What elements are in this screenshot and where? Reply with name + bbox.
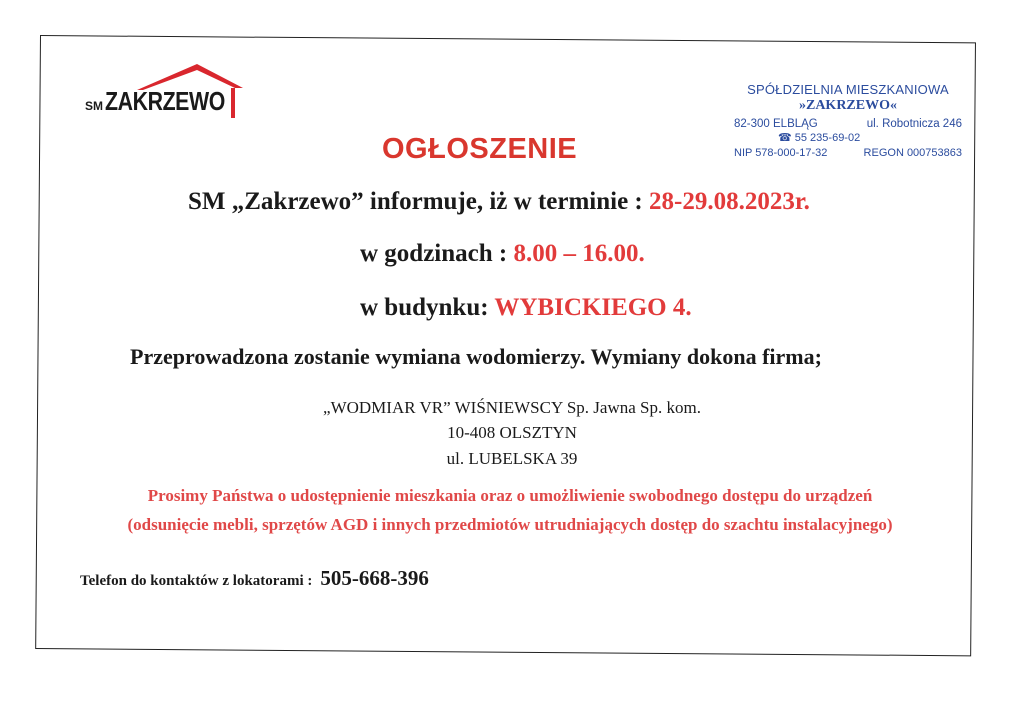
coop-regon: REGON 000753863 [863,147,962,159]
firm-street: ul. LUBELSKA 39 [446,449,578,468]
coop-street: ul. Robotnicza 246 [866,118,962,130]
cooperative-stamp [734,82,962,159]
hours-value: 8.00 – 16.00. [513,240,645,267]
firm-city: 10-408 OLSZTYN [447,423,577,442]
logo-prefix: SM [85,99,103,113]
info-line [188,188,810,216]
info-date: 28-29.08.2023r. [649,188,810,215]
building-label: w budynku: [360,294,495,321]
company-logo [85,62,250,122]
building-line [360,294,692,322]
firm-name: „WODMIAR VR” WIŚNIEWSCY Sp. Jawna Sp. kom. [323,398,701,417]
logo-bar [231,88,235,118]
exchange-line: Przeprowadzona zostanie wymiana wodomierzy. Wymiany dokona firma; [130,344,822,369]
request-line1: Prosimy Państwa o udostępnienie mieszkania oraz o umożliwienie swobodnego dostępu do urządzeń [147,486,873,505]
coop-address [734,118,962,130]
phone-icon: ☎ [778,132,792,144]
coop-phone-row [778,131,962,144]
info-text: SM „Zakrzewo” informuje, iż w terminie : [188,188,649,215]
contact-line [80,566,429,591]
coop-phone: 55 235-69-02 [794,132,861,144]
coop-line2: »ZAKRZEWO« [798,98,897,113]
hours-line [360,240,645,268]
coop-postal: 82-300 ELBLĄG [734,118,818,130]
request-line2: (odsunięcie mebli, sprzętów AGD i innych przedmiotów utrudniających dostęp do szachtu instalacyjnego) [127,515,893,534]
building-value: WYBICKIEGO 4. [494,294,692,321]
coop-nip: NIP 578-000-17-32 [734,147,828,159]
coop-ids [734,147,962,159]
notice-title: OGŁOSZENIE [382,133,578,165]
contact-label: Telefon do kontaktów z lokatorami : [80,573,313,589]
coop-line1: SPÓŁDZIELNIA MIESZKANIOWA [747,82,949,97]
logo-name: ZAKRZEWO [105,86,225,116]
contact-number: 505-668-396 [320,566,429,590]
hours-label: w godzinach : [360,240,514,267]
